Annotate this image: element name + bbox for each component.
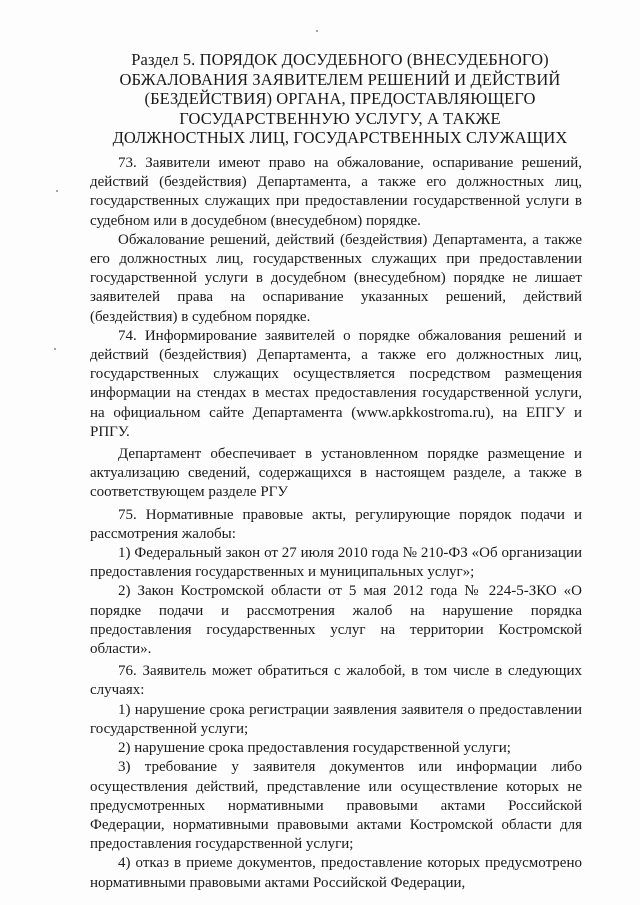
list-item-law-210: 1) Федеральный закон от 27 июля 2010 года № 210-ФЗ «Об организации предоставления государственных и муниципальных услуг»; (90, 545, 582, 581)
heading-line: Раздел 5. ПОРЯДОК ДОСУДЕБНОГО (ВНЕСУДЕБНОГО) (131, 50, 549, 69)
section-heading (90, 50, 590, 148)
list-item-case-3: 3) требование у заявителя документов или информации либо осуществления действий, представление или осуществление которых не предусмотренных нормативными правовыми актами Российской Федерации, нормативными правовыми актами Костромской области для предоставления государственной услуги; (90, 759, 582, 853)
scan-speck (54, 348, 56, 350)
heading-line: (БЕЗДЕЙСТВИЯ) ОРГАНА, ПРЕДОСТАВЛЯЮЩЕГО (144, 89, 536, 108)
list-item-case-1: 1) нарушение срока регистрации заявления заявителя о предоставлении государственной услуги; (90, 701, 582, 737)
scan-speck (56, 190, 58, 192)
paragraph-76: 76. Заявитель может обратиться с жалобой, в том числе в следующих случаях: (90, 663, 582, 699)
paragraph-74: 74. Информирование заявителей о порядке обжалования решений и действий (бездействия) Департамента, а также его должностных лиц, государственных служащих осуществляется посредством размещения информации на стендах в местах предоставления государственной услуги, на официальном сайте Департамента (www.apkkostroma.ru), на ЕПГУ и РПГУ. (90, 327, 582, 440)
list-item-law-224: 2) Закон Костромской области от 5 мая 2012 года № 224-5-ЗКО «О порядке подачи и рассмотрения жалоб на нарушение порядка предоставления государственных услуг на территории Костромской области». (90, 583, 582, 658)
paragraph-appeal-rights: Обжалование решений, действий (бездействия) Департамента, а также его должностных лиц, государственных служащих при предоставлении государственной услуги в досудебном (внесудебном) порядке не лишает заявителей права на оспаривание указанных решений, действий (бездействия) в судебном порядке. (90, 231, 582, 325)
document-body (90, 154, 582, 893)
paragraph-73: 73. Заявители имеют право на обжалование, оспаривание решений, действий (бездействия) Департамента, а также его должностных лиц, государственных служащих при предоставлении государственной услуги в судебном или в досудебном (внесудебном) порядке. (90, 155, 582, 229)
paragraph-department-duty: Департамент обеспечивает в установленном порядке размещение и актуализацию сведений, содержащихся в настоящем разделе, а также в соответствующем разделе РГУ (90, 446, 582, 501)
paragraph-75: 75. Нормативные правовые акты, регулирующие порядок подачи и рассмотрения жалобы: (90, 506, 582, 542)
scan-speck (316, 30, 318, 32)
heading-line: ДОЛЖНОСТНЫХ ЛИЦ, ГОСУДАРСТВЕННЫХ СЛУЖАЩИХ (112, 128, 568, 147)
heading-line: ОБЖАЛОВАНИЯ ЗАЯВИТЕЛЕМ РЕШЕНИЙ И ДЕЙСТВИЙ (119, 69, 561, 89)
list-item-case-4: 4) отказ в приеме документов, предоставление которых предусмотрено нормативными правовыми актами Российской Федерации, (90, 855, 582, 891)
heading-line: ГОСУДАРСТВЕННУЮ УСЛУГУ, А ТАКЖЕ (179, 108, 501, 128)
list-item-case-2: 2) нарушение срока предоставления государственной услуги; (118, 740, 511, 757)
